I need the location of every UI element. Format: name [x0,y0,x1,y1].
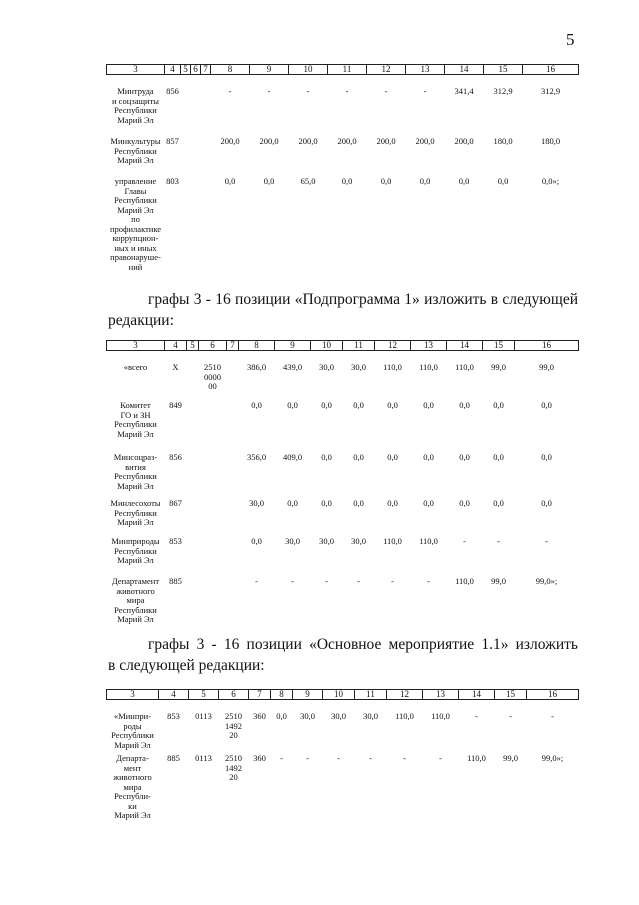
table-cell: 0,0 [493,400,504,410]
row-name-cell [107,87,165,137]
row-name-line: Республи- [114,791,151,801]
table-cell [199,401,227,453]
table-main-activity [106,689,579,824]
table-row [107,87,579,137]
row-name-line: Республики [114,471,157,481]
table-cell: 30,0 [300,711,315,721]
row-name-line: Минприроды [111,536,160,546]
table-cell: - [551,711,554,721]
table-cell: 110,0 [395,711,414,721]
column-header: 8 [271,690,293,700]
row-name-line: Минтруда [117,86,154,96]
table-cell [227,401,239,453]
row-name-line: и соцзащиты [112,95,159,106]
column-header: 14 [445,65,484,75]
row-name-line: Республики [114,105,157,115]
table-cell: - [439,753,442,763]
row-name-line: вития [125,461,146,472]
table-cell [181,137,191,177]
table-cell [187,453,199,499]
row-name-line: Минкультуры [110,136,161,146]
table-cell: 30,0 [249,498,264,508]
table-cell: - [291,576,294,586]
table-cell: 200,0 [220,136,240,146]
table-cell: 853 [169,536,182,546]
table-cell: 200,0 [298,136,318,146]
table-cell [181,177,191,297]
table-cell: 180,0 [493,136,513,146]
table-cell [199,363,227,401]
table-cell [187,499,199,537]
table-cell: 0,0 [497,176,509,186]
code-part: 0000 [204,371,221,382]
row-name-line: Республики [114,195,157,205]
table-cell: 312,9 [493,86,513,96]
row-name-line: мира [123,781,142,792]
table-cell: 0,0 [353,400,364,410]
column-header: 9 [275,341,311,351]
table-cell [199,499,227,537]
column-header: 16 [523,65,579,75]
table-cell [227,499,239,537]
table-cell: - [509,711,512,721]
table-cell: 0,0 [459,498,470,508]
row-name-line: коррупцион- [112,233,159,243]
table-cell: 0,0 [493,452,504,462]
table-cell: 0,0 [423,452,434,462]
table-cell [201,137,211,177]
row-name-line: Марий Эл [114,739,151,750]
table-cell: 0,0 [387,498,398,508]
row-name-cell [107,137,165,177]
table-cell: 30,0 [285,536,300,546]
row-name-cell [107,712,159,754]
table-cell: 360 [253,753,266,763]
table-cell: 0,0 [321,452,332,462]
row-name-line: ГО и ЗН [120,409,151,420]
table-cell: 200,0 [415,136,435,146]
table-cell: 439,0 [282,362,303,372]
column-header: 9 [293,690,323,700]
row-name-line: животного [116,585,155,596]
row-name-line: животного [113,772,152,782]
table-cell [201,87,211,137]
table-cell: 110,0 [419,536,438,546]
table-cell: 0,0 [387,400,398,410]
row-name-line: Республики [114,145,157,156]
table-cell: 0,0 [459,400,470,410]
row-name-line: профилактике [109,223,162,234]
column-header: 12 [387,690,423,700]
column-header: 8 [211,65,250,75]
row-name-line: Республики [114,419,157,429]
table-row [107,499,579,537]
column-header: 11 [343,341,375,351]
table-cell: 0,0 [353,498,364,508]
table-cell: 99,0 [539,362,554,372]
table-cell: - [475,711,478,721]
column-header: 10 [311,341,343,351]
table-row [107,577,579,637]
paragraph-line: редакции: [108,312,174,329]
table-cell: 0,0 [321,498,332,508]
row-name-line: управление [114,176,157,186]
table-cell: 360 [253,711,266,721]
row-name-line: Марий Эл [117,517,154,527]
column-header: 6 [219,690,249,700]
table-cell [227,577,239,637]
table-cell: Х [172,362,179,372]
column-header: 12 [367,65,406,75]
row-name-line: роды [123,720,142,731]
table-subprogram [106,340,579,637]
table-row [107,177,579,297]
row-name-line: Марий Эл [117,155,154,165]
row-name-line: по [131,214,140,224]
column-header: 5 [187,341,199,351]
code-part: 00 [208,381,217,391]
table-cell: 110,0 [431,711,450,721]
table-cell [187,363,199,401]
table-cell: - [391,576,394,586]
table-cell: 0,0 [224,176,236,186]
row-name-line: ки [128,800,137,811]
column-header: 11 [328,65,367,75]
row-name-line: правонаруше- [110,252,161,262]
row-name-cell [107,754,159,824]
column-header: 4 [159,690,189,700]
row-name-line: «Минпри- [113,711,152,721]
table-cell: 849 [169,400,182,410]
table-cell [199,537,227,577]
code-part: 20 [229,730,238,740]
column-header: 10 [289,65,328,75]
table-cell: 356,0 [246,452,267,462]
table-cell: 0,0 [321,400,332,410]
table-cell: - [463,536,466,546]
code-part: 2510 [225,711,242,721]
column-header: 6 [199,341,227,351]
column-header: 15 [495,690,527,700]
row-name-line: Главы [124,185,147,196]
paragraph-line: графы 3 - 16 позиции «Подпрограмма 1» изложить в следующей [148,291,578,308]
row-name-cell [107,177,165,297]
table-cell: - [228,86,232,96]
table-row [107,537,579,577]
row-name-line: Республики [114,545,157,556]
table-cell: 409,0 [282,452,303,462]
table-cell: 0,0 [541,498,552,508]
paragraph-subprogram [108,289,578,331]
row-name-line: Марий Эл [117,555,154,565]
row-name-line: ных и иных [114,242,157,253]
table-cell: 0113 [195,711,212,721]
column-header: 11 [355,690,387,700]
column-header: 3 [107,690,159,700]
table-cell: 803 [166,176,179,186]
table-cell: 0,0 [380,176,392,186]
table-cell: 99,0»; [541,753,564,763]
table-cell [191,137,201,177]
column-header: 8 [239,341,275,351]
column-header: 15 [484,65,523,75]
table-cell: 0,0 [287,498,298,508]
table-cell: 0,0 [458,176,470,186]
row-name-cell [107,401,165,453]
table-cell: 312,9 [540,86,561,96]
row-name-line: Марий Эл [117,614,154,624]
table-cell: 0,0 [341,176,353,186]
column-header: 13 [423,690,459,700]
row-name-line: Департа- [116,753,149,763]
paragraph-line: графы 3 - 16 позиции «Основное мероприятие 1.1» изложить [148,636,578,653]
row-name-line: Марий Эл [117,204,154,215]
table-cell: 200,0 [337,136,357,146]
table-cell: 30,0 [363,711,378,721]
table-row [107,712,579,754]
column-header: 12 [375,341,411,351]
code-part: 2510 [225,753,242,763]
table-cell: 0,0 [287,400,298,410]
table-cell: - [403,753,406,763]
table-cell [219,754,249,824]
table-cell: - [427,576,430,586]
table-cell: 200,0 [454,136,474,146]
row-name-line: «всего [123,362,148,372]
table-cell [191,87,201,137]
table-cell: 0,0»; [541,176,560,186]
row-name-cell [107,577,165,637]
table-cell [191,177,201,297]
table-cell: 0,0 [263,176,275,186]
column-header: 6 [191,65,201,75]
page-number: 5 [566,30,575,49]
table-cell: 867 [169,498,182,508]
column-header: 7 [201,65,211,75]
table-cell: 386,0 [246,362,267,372]
paragraph-line: в следующей редакции: [108,657,265,674]
column-header: 5 [181,65,191,75]
table-cell: 99,0 [491,576,506,586]
table-cell: 0113 [195,753,212,763]
code-part: 1492 [225,762,242,773]
column-header: 7 [227,341,239,351]
column-header: 4 [165,341,187,351]
table-cell [187,537,199,577]
table-cell [181,87,191,137]
column-header: 4 [165,65,181,75]
table-continuation [106,64,579,297]
table-cell: 99,0 [503,753,518,763]
row-name-line: Департамент [111,576,160,586]
code-part: 20 [229,772,238,782]
column-header: 7 [249,690,271,700]
table-cell: 885 [167,753,180,763]
table-cell: 200,0 [376,136,396,146]
table-cell [227,363,239,401]
row-name-line: мент [123,762,142,773]
table-cell: 856 [169,452,182,462]
table-row [107,363,579,401]
table-cell: 0,0 [276,711,287,721]
table-cell: - [255,576,258,586]
table-cell: - [337,753,340,763]
table-cell: 30,0 [331,711,346,721]
table-header-row [107,341,579,351]
table-cell: 853 [167,711,180,721]
table-cell: 857 [166,136,179,146]
table-cell: - [545,536,548,546]
table-cell: 110,0 [455,576,474,586]
paragraph-main-activity [108,634,578,676]
column-header: 13 [411,341,447,351]
table-row [107,754,579,824]
row-name-line: ний [128,261,143,272]
column-header: 16 [515,341,579,351]
column-header: 10 [323,690,355,700]
row-name-line: Республики [114,507,157,518]
table-cell: 110,0 [467,753,486,763]
table-cell: 110,0 [455,362,474,372]
column-header: 14 [447,341,483,351]
table-cell [201,177,211,297]
table-cell: 110,0 [383,536,402,546]
table-cell: 110,0 [419,362,438,372]
table-cell: 0,0 [423,400,434,410]
table-cell: 30,0 [319,536,334,546]
table-cell: - [325,576,328,586]
column-header: 16 [527,690,579,700]
row-name-line: мира [126,595,145,605]
column-header: 13 [406,65,445,75]
table-cell: - [267,86,271,96]
row-name-line: Республики [111,730,154,740]
row-name-cell [107,453,165,499]
table-cell: - [384,86,388,96]
row-name-cell [107,363,165,401]
table-cell: 0,0 [541,400,552,410]
table-cell: - [423,86,427,96]
table-cell [199,453,227,499]
table-cell: 0,0 [419,176,431,186]
row-name-line: Марий Эл [117,114,154,125]
table-cell: 0,0 [251,400,262,410]
table-cell [187,577,199,637]
table-cell: 99,0»; [535,576,558,586]
table-cell: 0,0 [387,452,398,462]
column-header: 3 [107,65,165,75]
column-header: 5 [189,690,219,700]
table-cell [187,401,199,453]
table-cell: 885 [169,576,182,586]
table-cell: 65,0 [300,176,316,186]
table-cell: 0,0 [353,452,364,462]
table-cell [219,712,249,754]
table-cell: 341,4 [454,86,474,96]
code-part: 2510 [204,362,221,372]
column-header: 14 [459,690,495,700]
table-cell: 180,0 [540,136,561,146]
row-name-cell [107,499,165,537]
table-cell: 856 [166,86,179,96]
row-name-line: Марий Эл [114,810,151,820]
table-cell [227,537,239,577]
row-name-line: Комитет [120,400,151,410]
row-name-cell [107,537,165,577]
table-cell: 200,0 [259,136,279,146]
code-part: 1492 [225,720,242,731]
table-cell: 30,0 [351,536,366,546]
table-cell: 99,0 [491,362,506,372]
table-header-row [107,65,579,75]
table-cell: - [357,576,360,586]
table-cell: 30,0 [319,362,334,372]
row-name-line: Марий Эл [117,428,154,439]
table-cell: 0,0 [459,452,470,462]
table-header-row [107,690,579,700]
column-header: 3 [107,341,165,351]
column-header: 9 [250,65,289,75]
row-name-line: Минсоцраз- [113,452,158,462]
table-cell: - [369,753,372,763]
table-cell: 0,0 [493,498,504,508]
table-cell: 0,0 [251,536,262,546]
table-cell: - [497,536,500,546]
column-header: 15 [483,341,515,351]
table-cell: - [280,753,283,763]
table-cell: - [306,753,309,763]
table-cell: 0,0 [541,452,552,462]
table-row [107,453,579,499]
table-cell: 30,0 [351,362,366,372]
row-name-line: Минлесохоты [110,498,161,508]
table-cell [199,577,227,637]
row-name-line: Республики [114,604,157,615]
table-row [107,401,579,453]
table-row [107,137,579,177]
table-cell: - [345,86,349,96]
table-cell: 110,0 [383,362,402,372]
table-cell [227,453,239,499]
table-cell: - [306,86,310,96]
row-name-line: Марий Эл [117,480,154,491]
table-cell: 0,0 [423,498,434,508]
